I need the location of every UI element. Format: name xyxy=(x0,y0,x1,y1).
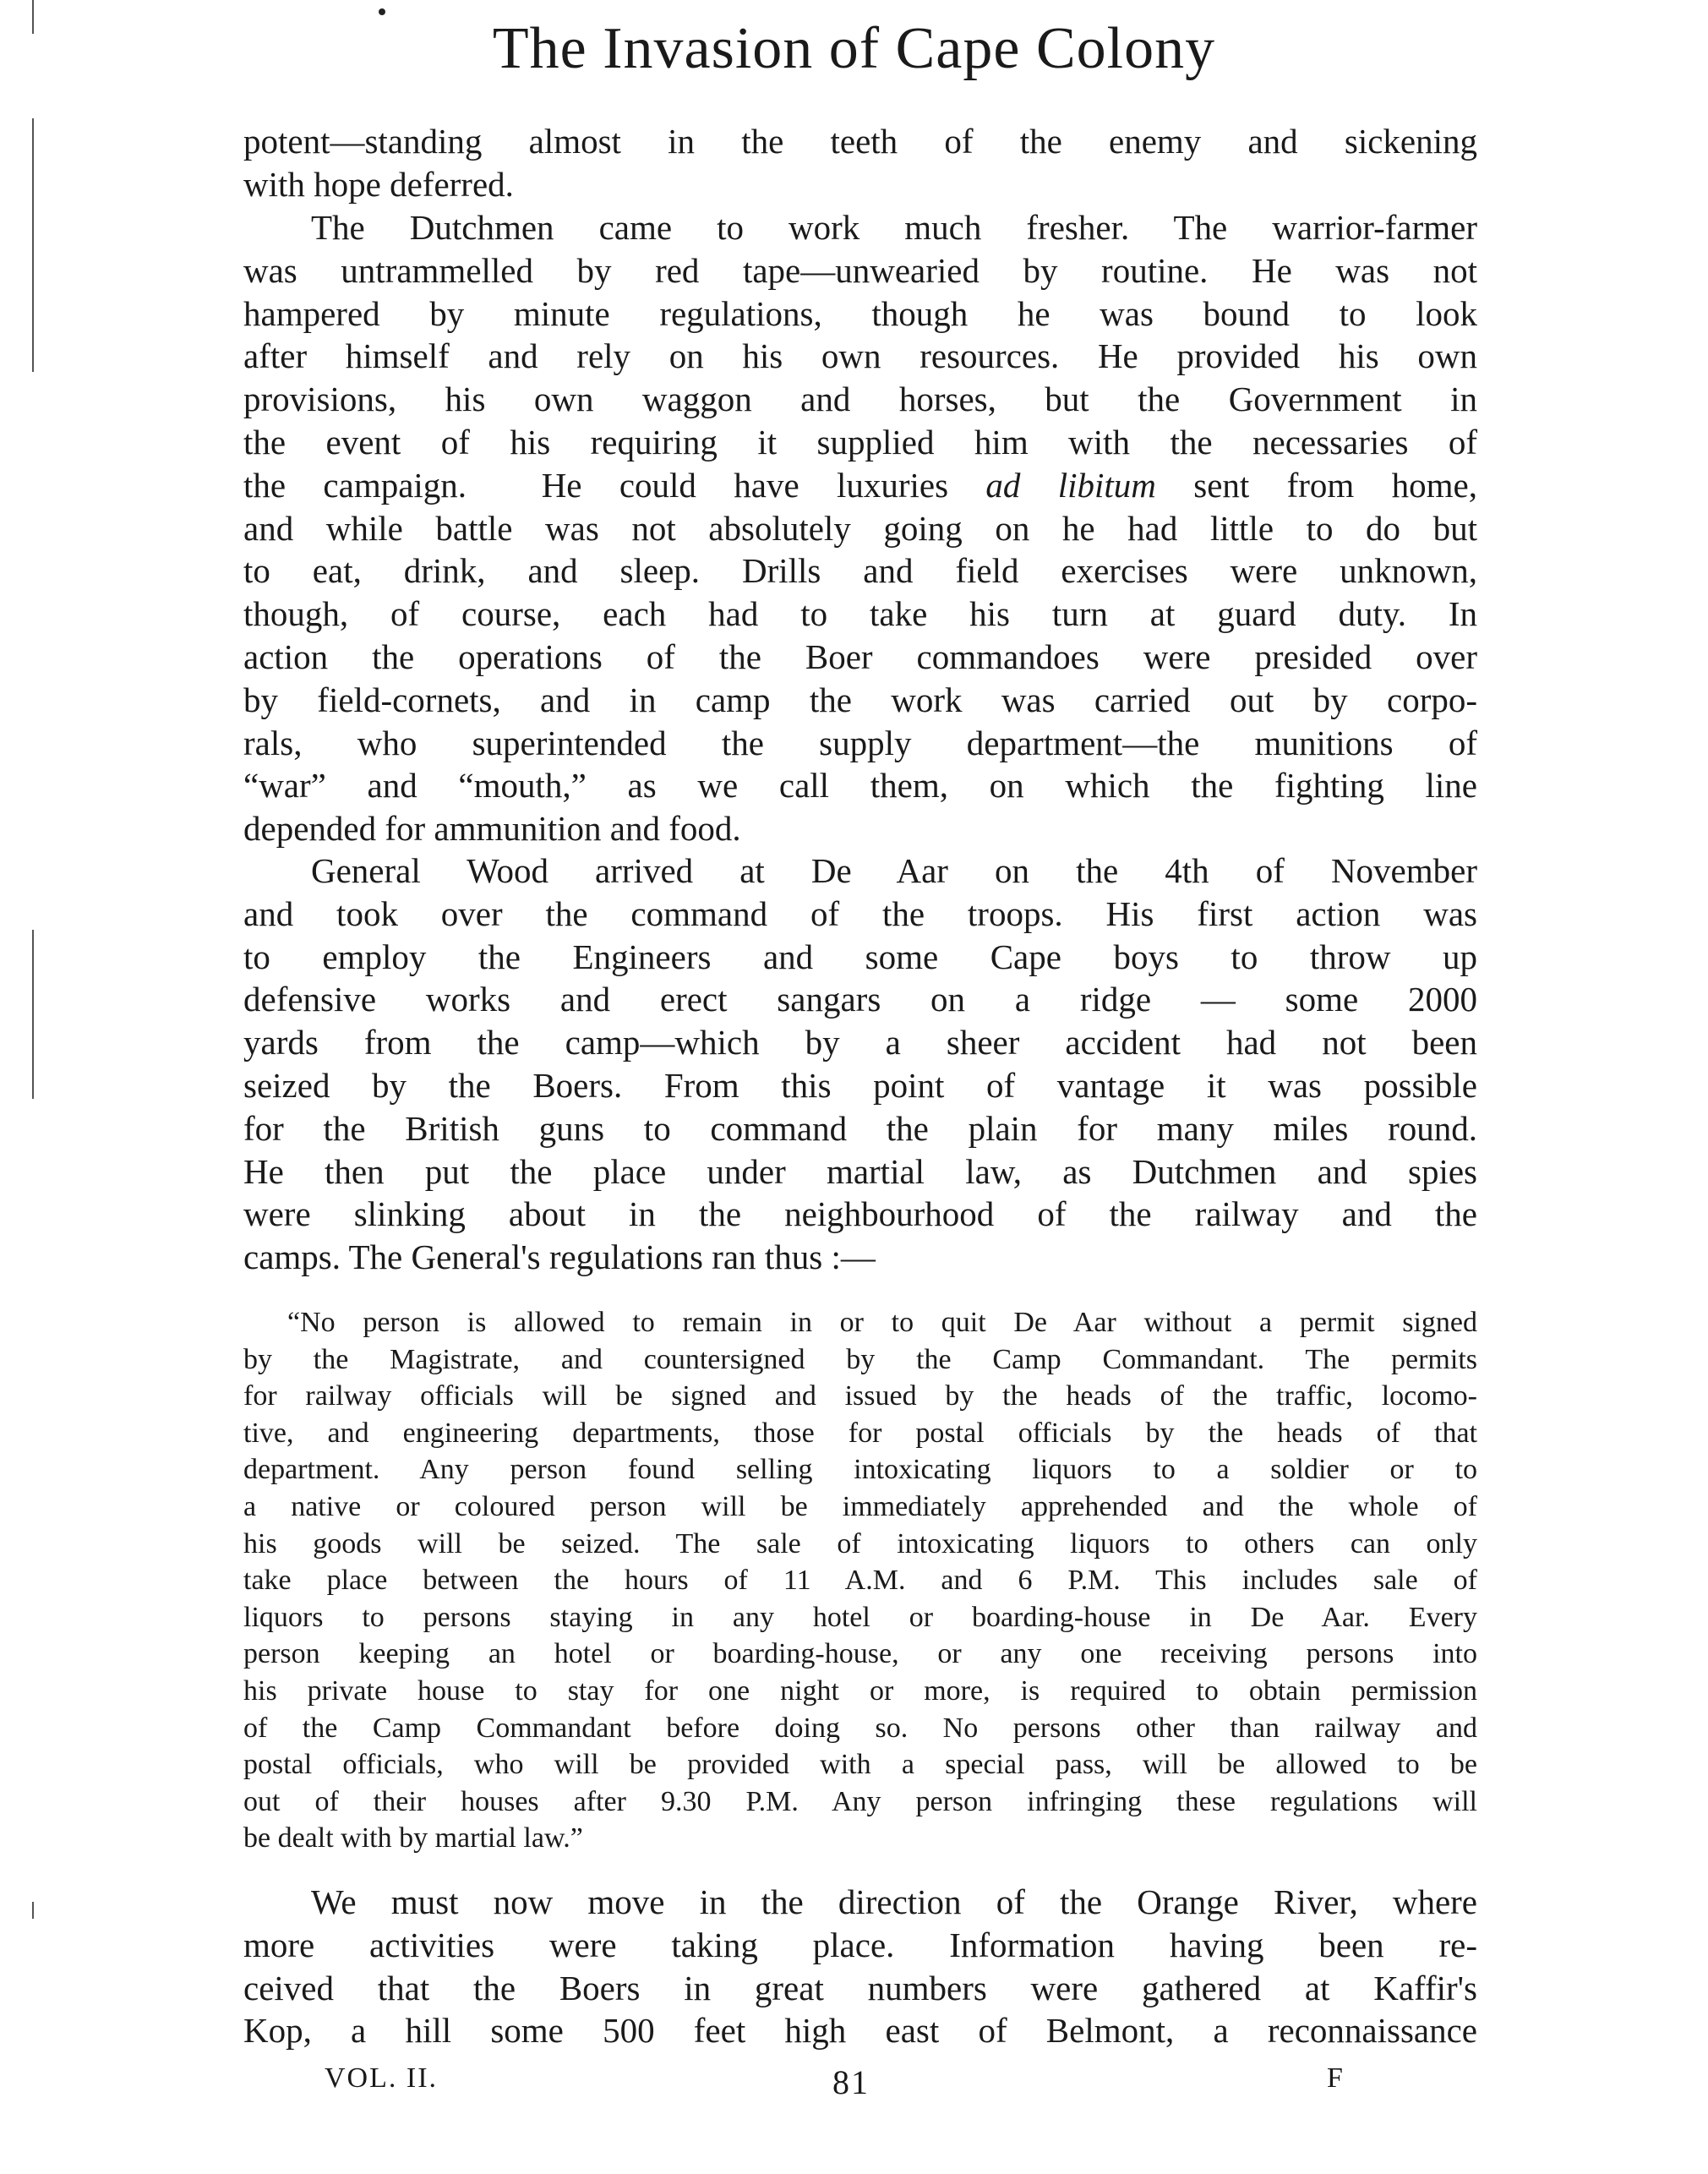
text-line: We must now move in the direction of the Orange River, where xyxy=(311,1882,1477,1921)
text-line: to eat, drink, and sleep. Drills and field exercises were unknown, xyxy=(243,551,1477,591)
quote-line: be dealt with by martial law.” xyxy=(243,1822,583,1854)
text-line: after himself and rely on his own resources. He provided his own xyxy=(243,336,1477,376)
italic-phrase: ad libitum xyxy=(985,465,1156,505)
paragraph-3 xyxy=(243,849,1477,1279)
text-line: “war” and “mouth,” as we call them, on which the fighting line xyxy=(243,766,1477,806)
text-line: Kop, a hill some 500 feet high east of Belmont, a reconnaissance xyxy=(243,2011,1477,2051)
quote-line: a native or coloured person will be immediately apprehended and the whole of xyxy=(243,1490,1477,1522)
text-line: camps. The General's regulations ran thus :— xyxy=(243,1237,876,1277)
quote-line: tive, and engineering departments, those for postal officials by the heads of that xyxy=(243,1417,1477,1449)
quote-line: his goods will be seized. The sale of intoxicating liquors to others can only xyxy=(243,1527,1477,1559)
text-line: and took over the command of the troops. His first action was xyxy=(243,893,1477,933)
text-line: He then put the place under martial law, as Dutchmen and spies xyxy=(243,1151,1477,1191)
text-line: seized by the Boers. From this point of vantage it was possible xyxy=(243,1065,1477,1105)
quote-line: person keeping an hotel or boarding-house, or any one receiving persons into xyxy=(243,1638,1477,1670)
quote-line: out of their houses after 9.30 P.M. Any person infringing these regulations will xyxy=(243,1785,1477,1817)
scan-margin-mark xyxy=(32,0,34,34)
page-number: 81 xyxy=(832,2063,870,2101)
quote-line: for railway officials will be signed and issued by the heads of the traffic, locomo- xyxy=(243,1380,1477,1412)
paragraph-1 xyxy=(243,120,1477,206)
text-line: for the British guns to command the plain for many miles round. xyxy=(243,1108,1477,1148)
ink-dot xyxy=(379,8,385,15)
quote-line: “No person is allowed to remain in or to quit De Aar without a permit signed xyxy=(287,1307,1477,1338)
quote-line: postal officials, who will be provided with a special pass, will be allowed to be xyxy=(243,1749,1477,1781)
text-line: provisions, his own waggon and horses, but the Government in xyxy=(243,380,1477,419)
quote-line: his private house to stay for one night or more, is required to obtain permission xyxy=(243,1674,1477,1707)
scan-margin-mark xyxy=(32,930,34,1099)
text-line: though, of course, each had to take his turn at guard duty. In xyxy=(243,594,1477,634)
paragraph-4 xyxy=(243,1881,1477,2052)
text-line: action the operations of the Boer commandoes were presided over xyxy=(243,636,1477,676)
text-line: hampered by minute regulations, though he was bound to look xyxy=(243,293,1477,333)
block-quote xyxy=(243,1304,1477,1857)
text-line: were slinking about in the neighbourhood of the railway and the xyxy=(243,1194,1477,1234)
text-line xyxy=(243,464,1477,507)
text-line: to employ the Engineers and some Cape boys to throw up xyxy=(243,937,1477,976)
volume-label: VOL. II. xyxy=(325,2062,439,2094)
text-line: rals, who superintended the supply department—the munitions of xyxy=(243,723,1477,762)
scan-margin-mark xyxy=(32,118,34,372)
quote-line: liquors to persons staying in any hotel or boarding-house in De Aar. Every xyxy=(243,1601,1477,1633)
text-line: defensive works and erect sangars on a ridge — some 2000 xyxy=(243,980,1477,1019)
text-line: General Wood arrived at De Aar on the 4th of November xyxy=(311,851,1477,890)
text-segment: sent from home, xyxy=(1155,465,1477,505)
text-line: the event of his requiring it supplied him with the necessaries of xyxy=(243,422,1477,462)
page-title: The Invasion of Cape Colony xyxy=(492,16,1216,81)
signature-mark: F xyxy=(1327,2062,1345,2094)
quote-line: department. Any person found selling intoxicating liquors to a soldier or to xyxy=(243,1454,1477,1486)
paragraph-2 xyxy=(243,206,1477,850)
scan-margin-mark xyxy=(32,1902,34,1919)
text-line: with hope deferred. xyxy=(243,164,514,204)
text-line: The Dutchmen came to work much fresher. The warrior-farmer xyxy=(311,208,1477,247)
quote-line: by the Magistrate, and countersigned by the Camp Commandant. The permits xyxy=(243,1343,1477,1375)
quote-line: take place between the hours of 11 A.M. and 6 P.M. This includes sale of xyxy=(243,1565,1477,1597)
text-segment: the campaign. He could have luxuries xyxy=(243,465,986,505)
text-line: ceived that the Boers in great numbers were gathered at Kaffir's xyxy=(243,1968,1477,2007)
text-line: yards from the camp—which by a sheer accident had not been xyxy=(243,1023,1477,1062)
text-line: and while battle was not absolutely going on he had little to do but xyxy=(243,508,1477,548)
text-line: by field-cornets, and in camp the work was carried out by corpo- xyxy=(243,680,1477,719)
text-line: more activities were taking place. Information having been re- xyxy=(243,1925,1477,1964)
text-line: was untrammelled by red tape—unwearied by routine. He was not xyxy=(243,250,1477,290)
text-line: depended for ammunition and food. xyxy=(243,809,741,849)
quote-line: of the Camp Commandant before doing so. No persons other than railway and xyxy=(243,1712,1477,1744)
text-line: potent—standing almost in the teeth of the enemy and sickening xyxy=(243,122,1477,161)
